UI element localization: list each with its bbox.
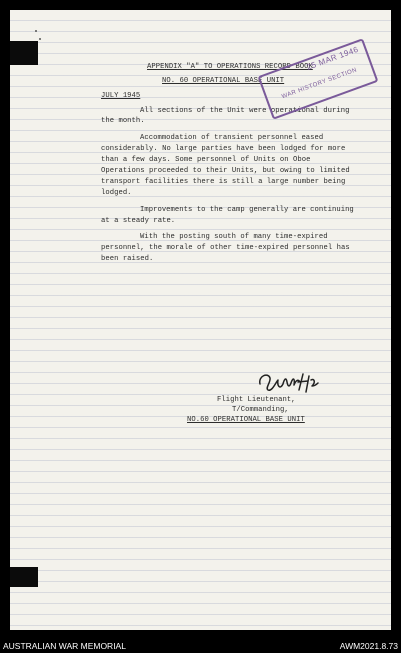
binding-tab-bottom xyxy=(10,567,38,587)
document-page xyxy=(10,10,391,630)
heading-line-1: APPENDIX "A" TO OPERATIONS RECORD BOOK xyxy=(147,63,313,71)
handwritten-signature xyxy=(256,370,320,396)
body-line: been raised. xyxy=(101,255,154,263)
body-line: considerably. No large parties have been lodged for more xyxy=(101,145,346,153)
stamp-text: WAR HISTORY SECTION xyxy=(281,67,358,101)
body-line: Operations proceeded to their Units, but owing to limited xyxy=(101,167,350,175)
body-line: at a steady rate. xyxy=(101,217,176,225)
binding-tab-top xyxy=(10,41,38,65)
body-line: Accommodation of transient personnel eased xyxy=(140,134,324,142)
body-line: transport facilities there is still a large number being xyxy=(101,178,346,186)
body-line: Improvements to the camp generally are continuing xyxy=(140,206,354,214)
stamp-date: 25 MAR 1946 xyxy=(305,44,360,72)
punch-hole xyxy=(35,30,37,32)
signatory-unit: NO.60 OPERATIONAL BASE UNIT xyxy=(187,416,305,424)
footer-institution: AUSTRALIAN WAR MEMORIAL xyxy=(3,641,126,651)
body-line: personnel, the morale of other time-expired personnel has xyxy=(101,244,350,252)
body-line: than a few days. Some personnel of Units on Oboe xyxy=(101,156,311,164)
date-heading: JULY 1945 xyxy=(101,92,141,100)
body-line: the month. xyxy=(101,117,145,125)
body-line: lodged. xyxy=(101,189,132,197)
body-line: With the posting south of many time-expired xyxy=(140,233,328,241)
heading-line-2: NO. 60 OPERATIONAL BASE UNIT xyxy=(162,77,285,85)
signatory-rank: Flight Lieutenant, xyxy=(217,396,296,404)
signatory-role: T/Commanding, xyxy=(232,406,289,414)
body-line: All sections of the Unit were operational during xyxy=(140,107,350,115)
footer-accession-number: AWM2021.8.73 xyxy=(339,641,398,651)
punch-hole xyxy=(39,38,41,40)
